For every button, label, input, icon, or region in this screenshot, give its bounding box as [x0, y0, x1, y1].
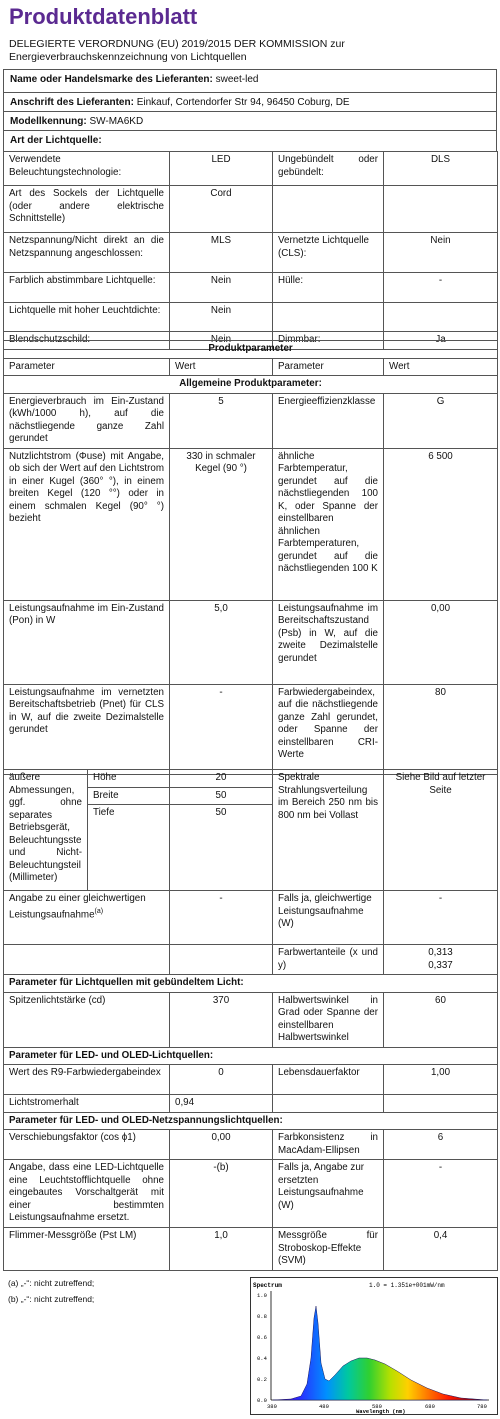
param-value [384, 945, 498, 975]
param-value: Nein [384, 233, 498, 273]
table-row [4, 273, 498, 303]
regulation-subtitle: DELEGIERTE VERORDNUNG (EU) 2019/2015 DER KOMMISSION zur Energieverbrauchskennzeichnung von Lichtquellen [9, 38, 345, 63]
y-tick: 0.0 [257, 1397, 267, 1404]
param-label: Leistungsaufnahme im Ein-Zustand (Pon) in W [4, 600, 170, 684]
supplier-name-label: Name oder Handelsmarke des Lieferanten: [10, 74, 213, 85]
param-label: Hülle: [273, 273, 384, 303]
product-parameter-table [3, 340, 498, 775]
y-tick: 0.4 [257, 1355, 267, 1362]
param-value: 0 [170, 1065, 273, 1095]
param-value: 80 [384, 684, 498, 774]
param-value: Cord [170, 186, 273, 233]
param-value: 60 [384, 992, 498, 1047]
section-header: Produktparameter [4, 341, 498, 359]
param-value: MLS [170, 233, 273, 273]
section-header: Parameter für LED- und OLED-Lichtquellen: [4, 1047, 498, 1065]
table-row [4, 891, 498, 945]
spectrum-value: Siehe Bild auf letzter Seite [384, 770, 498, 891]
table-row [4, 600, 498, 684]
footnote-ref: (a) [94, 907, 104, 915]
param-value: LED [170, 152, 273, 186]
param-value: G [384, 393, 498, 448]
param-value: Nein [170, 332, 273, 350]
param-label [273, 186, 384, 233]
param-label: Falls ja, Angabe zur ersetzten Leistungsaufnahme (W) [273, 1160, 384, 1228]
table-row [4, 152, 498, 186]
table-row [4, 303, 498, 332]
param-value: -(b) [170, 1160, 273, 1228]
supplier-name-value: sweet-led [215, 74, 259, 85]
dimensions-table [3, 769, 498, 1271]
param-value [384, 186, 498, 233]
param-label: Wert des R9-Farbwiedergabeindex [4, 1065, 170, 1095]
param-value: 6 [384, 1130, 498, 1160]
dimension-value: 20 [170, 770, 273, 788]
param-value: Nein [170, 303, 273, 332]
footnote-b: (b) „-“: nicht zutreffend; [8, 1294, 95, 1304]
param-value: - [384, 273, 498, 303]
type-section-label: Art der Lichtquelle: [10, 135, 102, 146]
spectrum-image [250, 1277, 498, 1415]
table-row [4, 1095, 498, 1113]
dimension-value: 50 [170, 805, 273, 891]
x-tick: 480 [319, 1403, 329, 1410]
param-label: Netzspannung/Nicht direkt an die Netzspannung angeschlossen: [4, 233, 170, 273]
param-label: Vernetzte Lichtquelle (CLS): [273, 233, 384, 273]
param-value: 0,00 [170, 1130, 273, 1160]
dimension-value: 50 [170, 787, 273, 805]
supplier-address-label: Anschrift des Lieferanten: [10, 97, 134, 108]
dimension-name: Tiefe [88, 805, 170, 891]
column-header: Parameter [4, 358, 170, 376]
y-tick: 0.6 [257, 1334, 267, 1341]
spectrum-x-label: Wavelength (nm) [356, 1408, 406, 1414]
supplier-address-value: Einkauf, Cortendorfer Str 94, 96450 Coburg, DE [136, 97, 350, 108]
footnote-a: (a) „-“: nicht zutreffend; [8, 1278, 95, 1288]
param-value: 1,00 [384, 1065, 498, 1095]
column-header: Wert [384, 358, 498, 376]
spectrum-label: Spektrale Strahlungsverteilung im Bereich 250 nm bis 800 nm bei Vollast [273, 770, 384, 891]
param-value: Ja [384, 332, 498, 350]
param-label: Energieeffizienzklasse [273, 393, 384, 448]
param-value: DLS [384, 152, 498, 186]
param-value: 5,0 [170, 600, 273, 684]
param-value: 0,4 [384, 1228, 498, 1271]
param-label: Halbwertswinkel in Grad oder Spanne der einstellbaren Halbwertswinkel [273, 992, 384, 1047]
page-title: Produktdatenblatt [9, 4, 198, 29]
section-header: Allgemeine Produktparameter: [4, 376, 498, 394]
param-value: 1,0 [170, 1228, 273, 1271]
param-label: Farbkonsistenz in MacAdam-Ellipsen [273, 1130, 384, 1160]
model-label: Modellkennung: [10, 116, 87, 127]
param-label: Ungebündelt oder gebündelt: [273, 152, 384, 186]
dimension-name: Höhe [88, 770, 170, 788]
param-label: Leistungsaufnahme im vernetzten Bereitschaftsbetrieb (Pnet) für CLS in W, auf die zweite Dezimalstelle gerundet [4, 684, 170, 774]
type-section-row [3, 130, 497, 152]
param-label: Verwendete Beleuchtungstechnologie: [4, 152, 170, 186]
param-label: Art des Sockels der Lichtquelle (oder andere elektrische Schnittstelle) [4, 186, 170, 233]
param-label: Flimmer-Messgröße (Pst LM) [4, 1228, 170, 1271]
param-label: Messgröße für Stroboskop-Effekte (SVM) [273, 1228, 384, 1271]
param-value: - [384, 1160, 498, 1228]
param-value: 370 [170, 992, 273, 1047]
param-value: - [170, 891, 273, 945]
param-label [273, 303, 384, 332]
table-row [4, 1130, 498, 1160]
table-row [4, 233, 498, 273]
equiv-label: Angabe zu einer gleichwertigen Leistungsaufnahme [9, 893, 146, 920]
model-row [3, 111, 497, 131]
param-label: Angabe, dass eine LED-Lichtquelle eine Leuchtstofflichtquelle ohne eingebautes Vorschaltgerät mit einer bestimmten Leistungsaufnahme ersetzt. [4, 1160, 170, 1228]
x-tick: 780 [477, 1403, 487, 1410]
param-value: Nein [170, 273, 273, 303]
param-label: Nutzlichtstrom (Φuse) mit Angabe, ob sich der Wert auf den Lichtstrom in einer Kugel (360° °), in einem breiten Kegel (120 °°) oder in einem schmalen Kegel (90° °) bezieht [4, 448, 170, 600]
supplier-name-row [3, 69, 497, 93]
param-label: Lichtstromerhalt [4, 1095, 170, 1113]
dimensions-label: äußere Abmessungen, ggf. ohne separates Betriebsgerät, Beleuchtungsste und Nicht-Beleuchtungsteil (Millimeter) [4, 770, 88, 891]
table-row [4, 448, 498, 600]
spectrum-graph [251, 1278, 497, 1414]
param-label: Energieverbrauch im Ein-Zustand (kWh/1000 h), auf die nächstliegende ganze Zahl gerundet [4, 393, 170, 448]
param-label: Lichtquelle mit hoher Leuchtdichte: [4, 303, 170, 332]
param-value: 5 [170, 393, 273, 448]
color-x-value: 0,313 [428, 947, 453, 958]
table-row [4, 945, 498, 975]
param-label: Farblich abstimmbare Lichtquelle: [4, 273, 170, 303]
column-header: Wert [170, 358, 273, 376]
param-label: Lebensdauerfaktor [273, 1065, 384, 1095]
param-value: - [170, 684, 273, 774]
section-header: Parameter für Lichtquellen mit gebündeltem Licht: [4, 975, 498, 993]
param-value: 0,00 [384, 600, 498, 684]
y-tick: 0.8 [257, 1313, 267, 1320]
param-label: Farbwiedergabeindex, auf die nächstliegende ganze Zahl gerundet, oder Spanne der einstellbaren CRI-Werte [273, 684, 384, 774]
column-header: Parameter [273, 358, 384, 376]
table-row [4, 992, 498, 1047]
param-label: Leistungsaufnahme im Bereitschaftszustand (Psb) in W, auf die zweite Dezimalstelle gerundet [273, 600, 384, 684]
param-value: 330 in schmaler Kegel (90 °) [170, 448, 273, 600]
x-tick: 680 [425, 1403, 435, 1410]
section-header: Parameter für LED- und OLED-Netzspannungslichtquellen: [4, 1112, 498, 1130]
x-tick: 580 [372, 1403, 382, 1410]
param-value [384, 303, 498, 332]
table-row [4, 684, 498, 774]
table-row [4, 1065, 498, 1095]
param-label: Spitzenlichtstärke (cd) [4, 992, 170, 1047]
light-type-table [3, 151, 498, 350]
model-value: SW-MA6KD [89, 116, 144, 127]
param-label: ähnliche Farbtemperatur, gerundet auf die nächstliegenden 100 K, oder Spanne der einstellbaren ähnlichen Farbtemperaturen, gerundet auf die nächstliegenden 100 K [273, 448, 384, 600]
param-value: - [384, 891, 498, 945]
spectrum-title: Spectrum [253, 1282, 282, 1289]
supplier-address-row [3, 92, 497, 112]
y-tick: 0.2 [257, 1376, 267, 1383]
param-label: Farbwertanteile (x und y) [273, 945, 384, 975]
param-value: 6 500 [384, 448, 498, 600]
table-row [4, 393, 498, 448]
table-row [4, 186, 498, 233]
x-tick: 380 [267, 1403, 277, 1410]
dimension-name: Breite [88, 787, 170, 805]
param-label [4, 891, 170, 945]
param-label: Blendschutzschild: [4, 332, 170, 350]
spectrum-curve [273, 1306, 487, 1400]
table-row [4, 1160, 498, 1228]
color-y-value: 0,337 [428, 959, 453, 971]
table-row [4, 1228, 498, 1271]
param-label: Dimmbar: [273, 332, 384, 350]
param-label: Verschiebungsfaktor (cos ϕ1) [4, 1130, 170, 1160]
spectrum-formula: 1.0 = 1.351e+001mW/nm [369, 1282, 445, 1289]
y-tick: 1.0 [257, 1292, 267, 1299]
param-value: 0,94 [170, 1095, 273, 1113]
param-label: Falls ja, gleichwertige Leistungsaufnahme (W) [273, 891, 384, 945]
